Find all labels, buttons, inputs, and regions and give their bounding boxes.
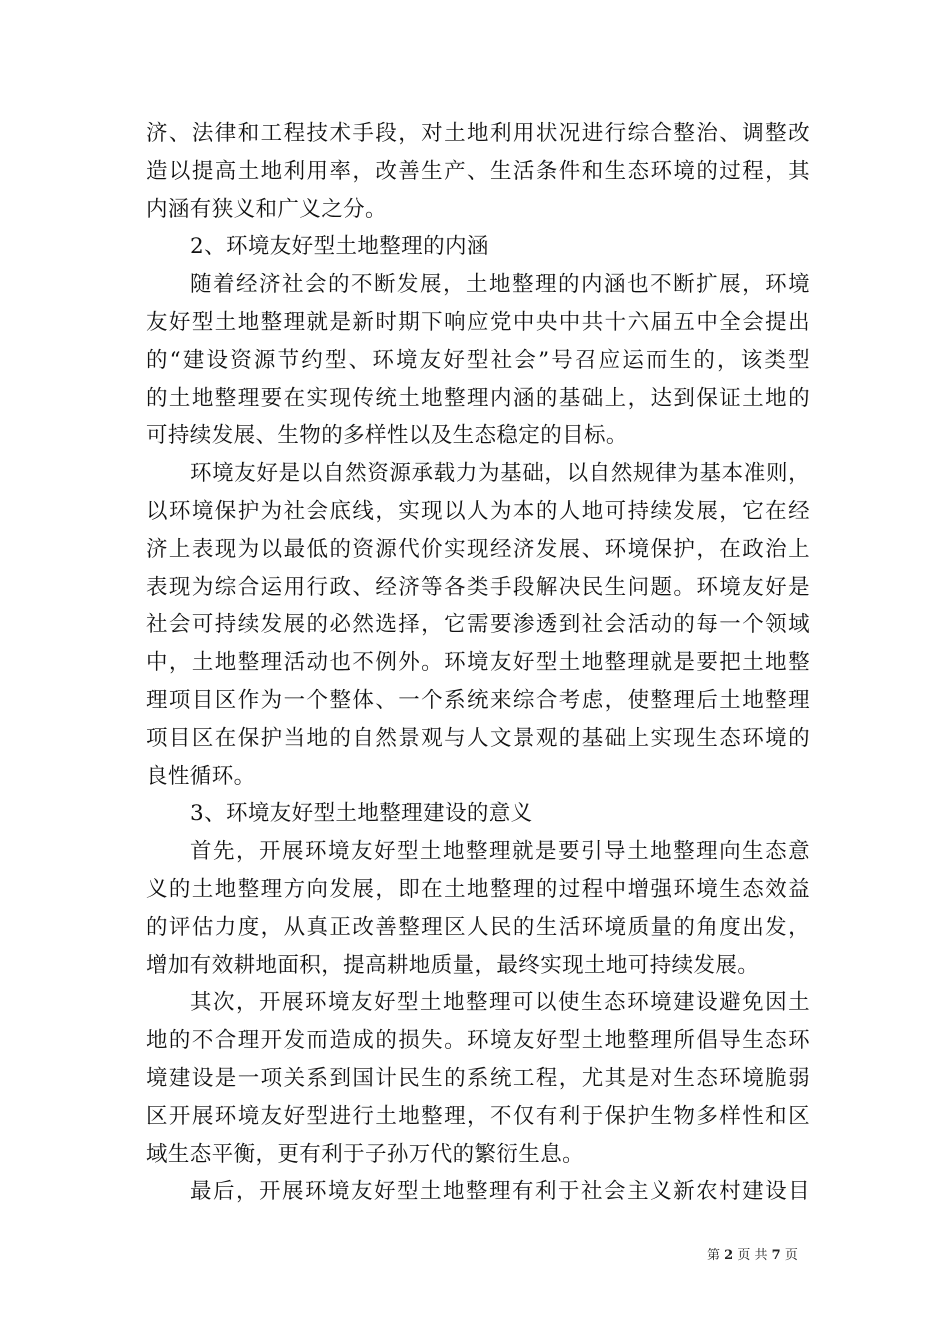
text-line: 理项目区作为一个整体、一个系统来综合考虑，使整理后土地整理: [146, 687, 810, 713]
text-line: 境建设是一项关系到国计民生的系统工程，尤其是对生态环境脆弱: [146, 1065, 810, 1091]
section-heading: 3、环境友好型土地整理建设的意义: [190, 801, 533, 827]
total-page-count: 7: [771, 1248, 781, 1263]
text-line: 济上表现为以最低的资源代价实现经济发展、环境保护，在政治上: [146, 536, 810, 562]
footer-prefix: 第: [707, 1248, 721, 1263]
document-body: [146, 115, 810, 1211]
text-line: 可持续发展、生物的多样性以及生态稳定的目标。: [146, 423, 628, 449]
text-line: 济、法律和工程技术手段，对土地利用状况进行综合整治、调整改: [146, 121, 810, 146]
text-line: 表现为综合运用行政、经济等各类手段解决民生问题。环境友好是: [146, 574, 810, 600]
section-heading: 2、环境友好型土地整理的内涵: [190, 234, 489, 260]
text-line: 的评估力度，从真正改善整理区人民的生活环境质量的角度出发，: [146, 914, 810, 940]
text-line: 造以提高土地利用率，改善生产、生活条件和生态环境的过程，其: [146, 158, 810, 184]
text-line: 中，土地整理活动也不例外。环境友好型土地整理就是要把土地整: [146, 650, 810, 676]
text-line: 的土地整理要在实现传统土地整理内涵的基础上，达到保证土地的: [146, 385, 810, 411]
text-line: 域生态平衡，更有利于子孙万代的繁衍生息。: [146, 1141, 585, 1167]
text-line: 的“建设资源节约型、环境友好型社会”号召应运而生的，该类型: [146, 347, 810, 373]
text-line: 项目区在保护当地的自然景观与人文景观的基础上实现生态环境的: [146, 725, 810, 751]
paragraph-first-line: 随着经济社会的不断发展，土地整理的内涵也不断扩展，环境: [190, 272, 810, 298]
text-line: 内涵有狭义和广义之分。: [146, 196, 387, 222]
text-line: 义的土地整理方向发展，即在土地整理的过程中增强环境生态效益: [146, 876, 810, 902]
text-line: 社会可持续发展的必然选择，它需要渗透到社会活动的每一个领域: [146, 612, 810, 638]
text-line: 增加有效耕地面积，提高耕地质量，最终实现土地可持续发展。: [146, 952, 760, 978]
paragraph-first-line: 环境友好是以自然资源承载力为基础，以自然规律为基本准则，: [190, 461, 810, 487]
paragraph-first-line: 最后，开展环境友好型土地整理有利于社会主义新农村建设目: [190, 1179, 810, 1205]
footer-suffix: 页: [784, 1248, 798, 1263]
text-line: 良性循环。: [146, 763, 256, 789]
text-line: 区开展环境友好型进行土地整理，不仅有利于保护生物多样性和区: [146, 1103, 810, 1129]
current-page-number: 2: [724, 1248, 734, 1263]
text-line: 地的不合理开发而造成的损失。环境友好型土地整理所倡导生态环: [146, 1028, 810, 1054]
footer-middle: 页 共: [737, 1248, 768, 1263]
text-line: 友好型土地整理就是新时期下响应党中央中共十六届五中全会提出: [146, 309, 810, 335]
text-line: 以环境保护为社会底线，实现以人为本的人地可持续发展，它在经: [146, 498, 810, 524]
paragraph-first-line: 其次，开展环境友好型土地整理可以使生态环境建设避免因土: [190, 990, 810, 1016]
paragraph-first-line: 首先，开展环境友好型土地整理就是要引导土地整理向生态意: [190, 839, 810, 865]
page-number-footer: [707, 1248, 798, 1264]
